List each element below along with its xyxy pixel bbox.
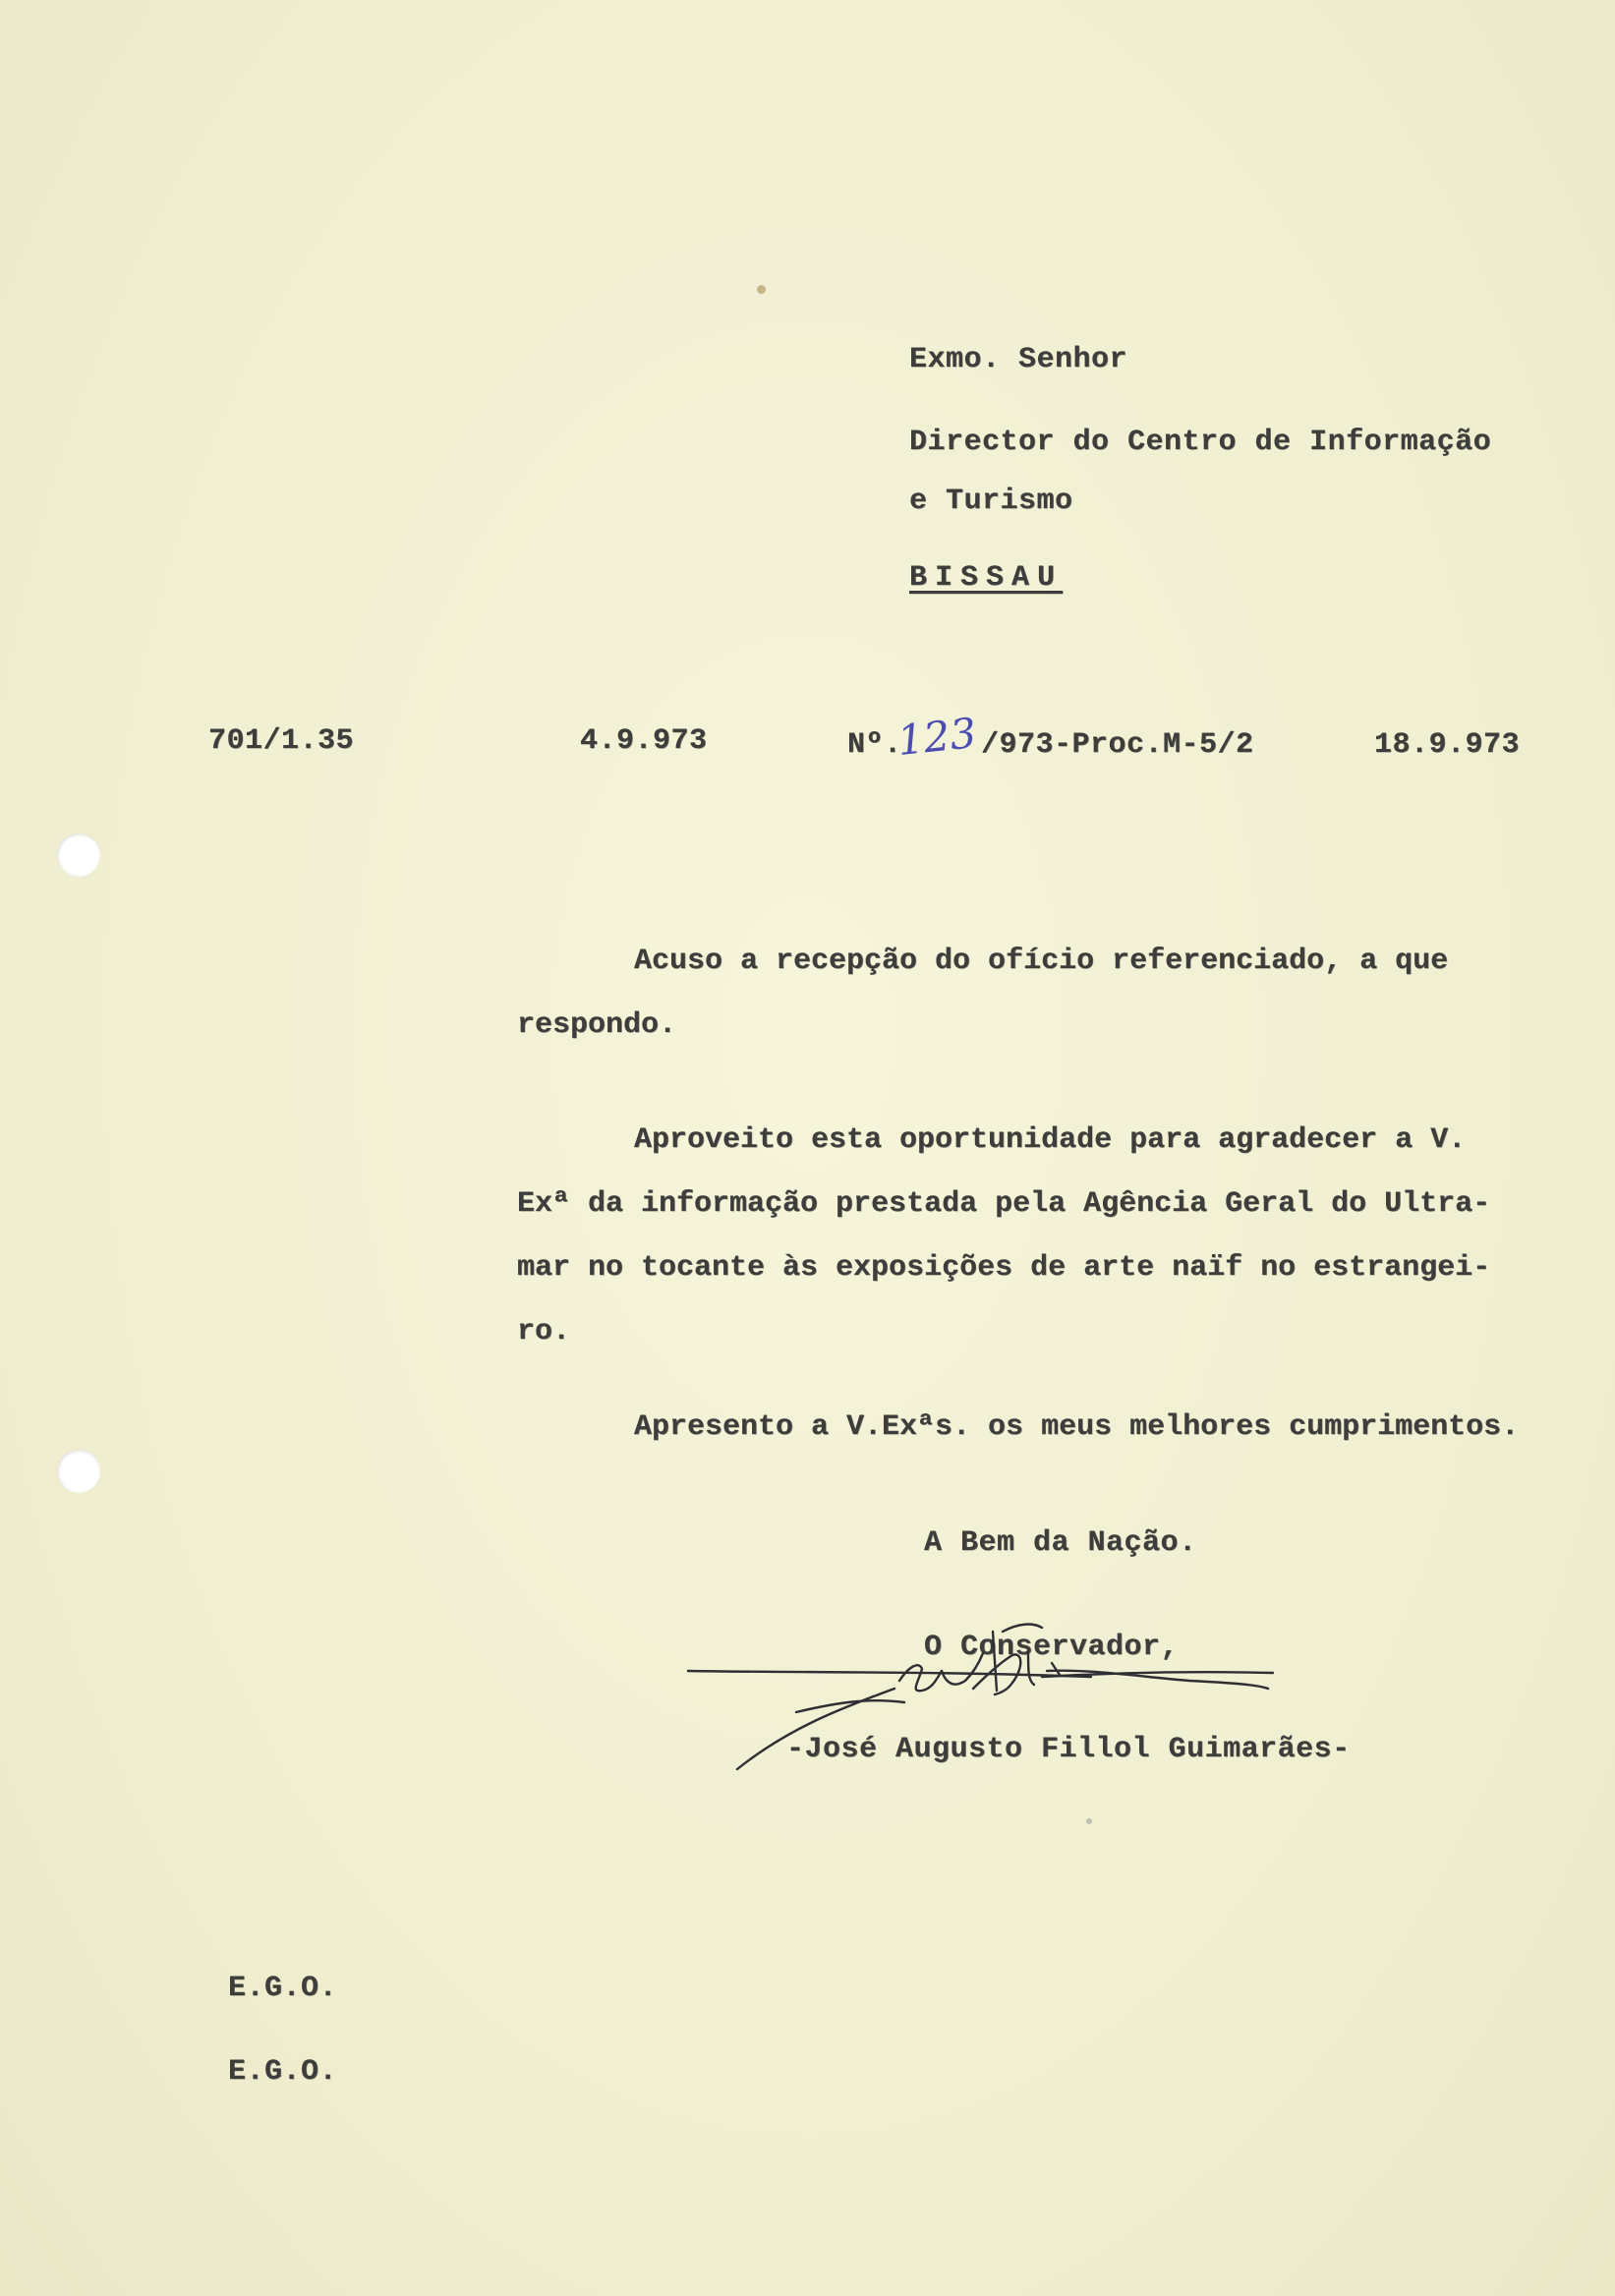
paragraph-3-line-1: Apresento a V.Exªs. os meus melhores cumprimentos. [634, 1410, 1520, 1444]
paragraph-1-line-2: respondo. [517, 1008, 677, 1042]
paper-speck [757, 285, 766, 294]
closing-role: O Conservador, [924, 1631, 1180, 1664]
paragraph-2-line-3: mar no tocante às exposições de arte naïf no estrangei- [517, 1251, 1491, 1285]
paragraph-1-line-1: Acuso a recepção do ofício referenciado, a que [634, 945, 1449, 978]
punch-hole-top [57, 833, 100, 877]
recipient-title-line2: e Turismo [909, 485, 1073, 518]
footer-mark-1: E.G.O. [228, 1972, 338, 2005]
recipient-city: BISSAU [909, 561, 1064, 595]
recipient-title-line1: Director do Centro de Informação [909, 426, 1492, 459]
paper-speck [1086, 1818, 1092, 1824]
reference-number-prefix: Nº. [847, 728, 902, 762]
punch-hole-bottom [57, 1450, 100, 1493]
salutation: Exmo. Senhor [909, 343, 1128, 376]
handwritten-number: 123 [894, 708, 979, 766]
paragraph-2-line-2: Exª da informação prestada pela Agência Geral do Ultra- [517, 1187, 1491, 1221]
reference-number-suffix: /973-Proc.M-5/2 [981, 728, 1254, 762]
closing-motto: A Bem da Nação. [924, 1526, 1197, 1560]
reference-code: 701/1.35 [208, 724, 355, 758]
paragraph-2-line-1: Aproveito esta oportunidade para agradecer a V. [634, 1123, 1467, 1157]
footer-mark-2: E.G.O. [228, 2055, 338, 2089]
paragraph-2-line-4: ro. [517, 1315, 571, 1349]
letter-date: 18.9.973 [1374, 728, 1521, 762]
signatory-name: -José Augusto Fillol Guimarães- [786, 1733, 1351, 1766]
reference-date: 4.9.973 [580, 724, 708, 758]
